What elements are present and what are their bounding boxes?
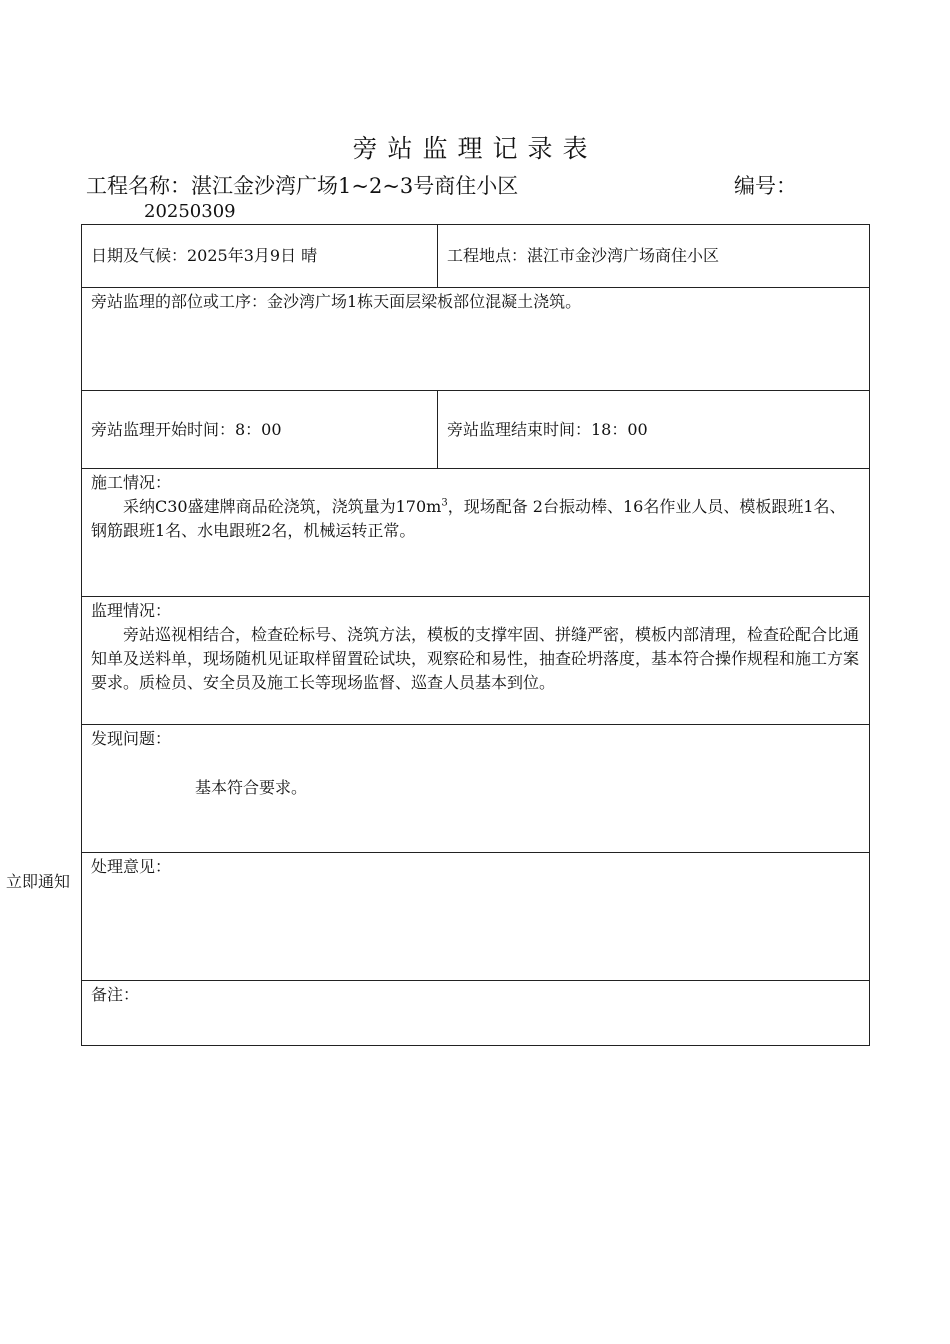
opinion-cell: [82, 853, 870, 981]
row-opinion: [82, 853, 870, 981]
supervision-label: 监理情况：: [91, 601, 172, 620]
construction-cell: [82, 469, 870, 597]
end-time-cell: 旁站监理结束时间：18：00: [438, 391, 870, 469]
date-weather-cell: 日期及气候：2025年3月9日 晴: [82, 225, 438, 288]
opinion-label: 处理意见：: [91, 857, 172, 876]
construction-text-sup: 3: [441, 497, 448, 509]
remark-cell: [82, 981, 870, 1046]
supervision-cell: [82, 597, 870, 725]
construction-text-pre: 采纳C30盛建牌商品砼浇筑，浇筑量为170m: [123, 497, 442, 516]
row-supervision: [82, 597, 870, 725]
row-remark: [82, 981, 870, 1046]
problem-label: 发现问题：: [91, 729, 172, 748]
construction-label: 施工情况：: [91, 473, 172, 492]
record-table: [81, 224, 870, 1046]
location-cell: 工程地点：湛江市金沙湾广场商住小区: [438, 225, 870, 288]
number-value: 20250309: [144, 201, 236, 222]
page-title: 旁站监理记录表: [352, 134, 598, 163]
side-note: 立即通知: [6, 872, 71, 891]
construction-text: [91, 495, 860, 543]
part-process-cell: 旁站监理的部位或工序：金沙湾广场1栋天面层梁板部位混凝土浇筑。: [82, 288, 870, 391]
start-time-cell: 旁站监理开始时间：8：00: [82, 391, 438, 469]
row-problem: [82, 725, 870, 853]
row-construction: [82, 469, 870, 597]
row-date-location: [82, 225, 870, 288]
project-name: 工程名称：湛江金沙湾广场1~2~3号商住小区: [86, 174, 519, 198]
number-label: 编号：: [734, 174, 797, 198]
supervision-text: 旁站巡视相结合，检查砼标号、浇筑方法，模板的支撑牢固、拼缝严密，模板内部清理，检查砼配合比通知单及送料单，现场随机见证取样留置砼试块，观察砼和易性，抽查砼坍落度，基本符合操作规程和施工方案要求。质检员、安全员及施工长等现场监督、巡查人员基本到位。: [91, 625, 860, 692]
row-part-process: [82, 288, 870, 391]
problem-text: 基本符合要求。: [195, 778, 308, 797]
remark-label: 备注：: [91, 985, 140, 1004]
construction-text-post: ，现场配备 2台振动棒、16名作业人员、模板跟班1名、钢筋跟班1名、水电跟班2名，机械运转正常。: [91, 497, 846, 540]
row-time: [82, 391, 870, 469]
problem-cell: [82, 725, 870, 853]
